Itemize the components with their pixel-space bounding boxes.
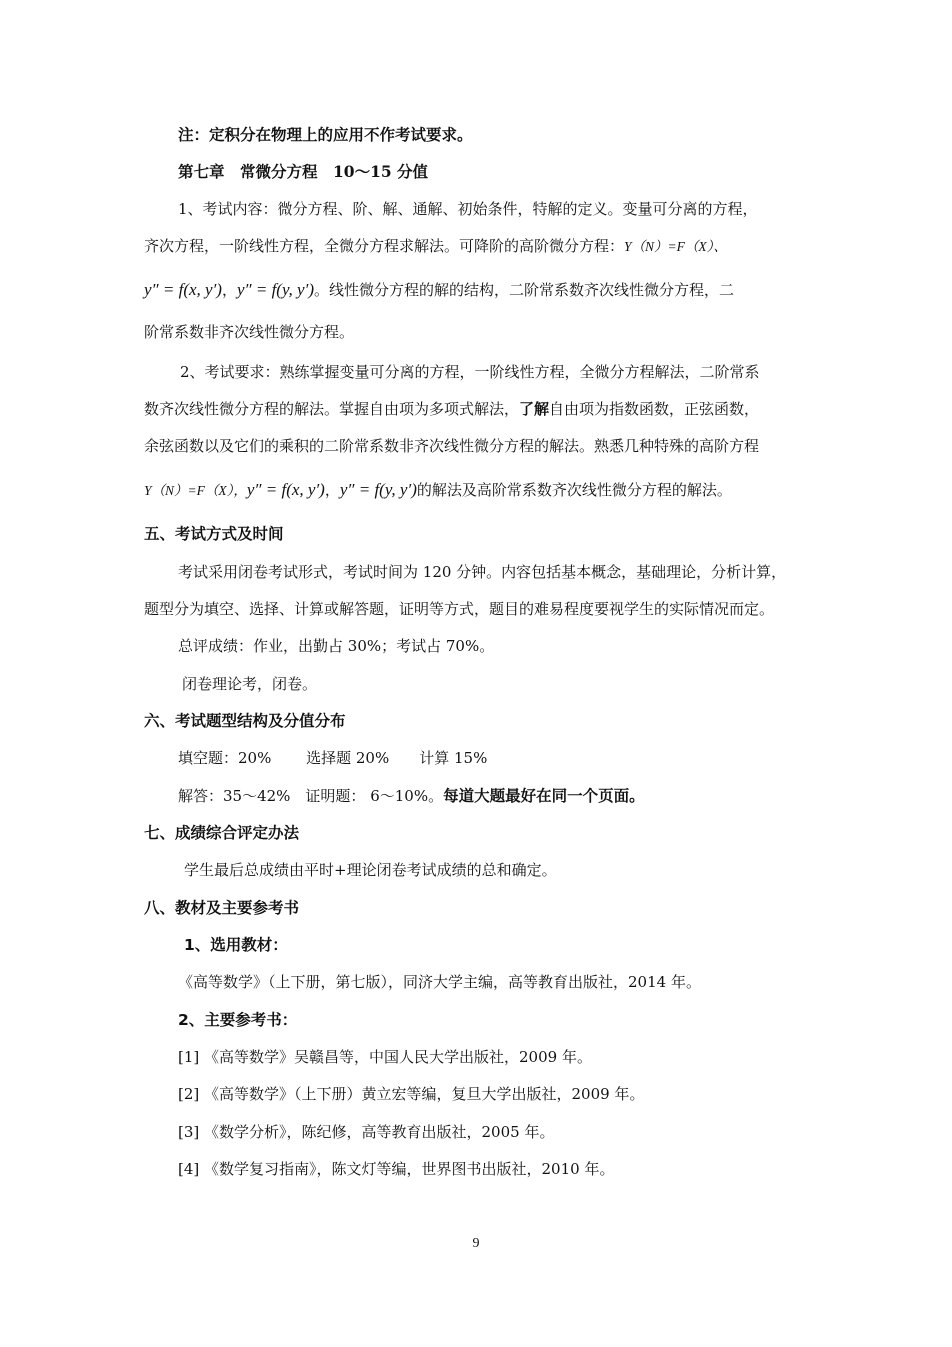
requirement-line-2-text-c: 自由项为指数函数，正弦函数， [549,400,760,418]
section-8-subtitle-1: 1、选用教材： [184,936,288,954]
reference-item: [3] 《数学分析》，陈纪修，高等教育出版社，2005 年。 [178,1123,555,1141]
separator: ， [221,281,237,299]
section-6-line-2-text: 解答：35～42% 证明题： 6～10%。 [178,787,444,805]
reference-item: [4] 《数学复习指南》，陈文灯等编，世界图书出版社，2010 年。 [178,1160,615,1178]
content-line-2-text: 齐次方程，一阶线性方程，全微分方程求解法。可降阶的高阶微分方程： [144,237,625,255]
section-5-line-1: 考试采用闭卷考试形式，考试时间为 120 分钟。内容包括基本概念，基础理论，分析计算， [178,563,787,581]
content-line-3-text: 。线性微分方程的解的结构，二阶常系数齐次线性微分方程，二 [313,281,734,299]
requirement-line-4 [144,480,732,501]
requirement-line-1: 2、考试要求：熟练掌握变量可分离的方程，一阶线性方程，全微分方程解法，二阶常系 [180,363,760,381]
requirement-emphasis: 了解 [519,400,550,418]
formula-ode-xy: y″ = f(x, y′) [144,280,222,299]
formula-yn-fx-2: Y（N）=F（X）， [144,483,247,498]
requirement-line-3: 余弦函数以及它们的乘积的二阶常系数非齐次线性微分方程的解法。熟悉几种特殊的高阶方程 [144,437,760,455]
textbook-entry: 《高等数学》（上下册，第七版），同济大学主编，高等教育出版社，2014 年。 [178,973,701,991]
section-6-emphasis: 每道大题最好在同一个页面。 [443,787,645,805]
formula-ode-yy-2: y″ = f(y, y′) [339,480,417,499]
requirement-line-4-text: 的解法及高阶常系数齐次线性微分方程的解法。 [416,481,732,499]
section-8-title: 八、教材及主要参考书 [144,899,300,917]
content-line-1: 1、考试内容：微分方程、阶、解、通解、初始条件，特解的定义。变量可分离的方程， [178,200,758,218]
section-5-line-4: 闭卷理论考，闭卷。 [182,675,318,693]
section-5-line-3: 总评成绩：作业，出勤占 30%；考试占 70%。 [178,637,495,655]
reference-item: [2] 《高等数学》（上下册）黄立宏等编，复旦大学出版社，2009 年。 [178,1085,645,1103]
content-line-4: 阶常系数非齐次线性微分方程。 [144,323,355,341]
note-text: 注：定积分在物理上的应用不作考试要求。 [178,126,473,144]
separator-2: ， [324,481,340,499]
requirement-line-2 [144,399,759,419]
formula-yn-fx: Y（N）=F（X）、 [624,239,727,254]
section-5-line-2: 题型分为填空、选择、计算或解答题，证明等方式，题目的难易程度要视学生的实际情况而定。 [144,600,775,618]
formula-ode-xy-2: y″ = f(x, y′) [246,480,325,499]
section-5-title: 五、考试方式及时间 [144,525,284,543]
page-number: 9 [472,1236,480,1251]
chapter-title: 第七章 常微分方程 10～15 分值 [178,162,429,181]
section-7-line-1: 学生最后总成绩由平时+理论闭卷考试成绩的总和确定。 [184,861,557,879]
section-6-line-1: 填空题：20% 选择题 20% 计算 15% [178,749,488,767]
reference-item: [1] 《高等数学》吴赣昌等，中国人民大学出版社，2009 年。 [178,1048,592,1066]
content-line-2 [144,236,727,257]
section-6-line-2 [178,786,645,806]
content-line-3 [144,280,734,300]
section-7-title: 七、成绩综合评定办法 [144,824,300,842]
section-8-subtitle-2: 2、主要参考书： [178,1011,298,1029]
section-6-title: 六、考试题型结构及分值分布 [144,712,346,730]
formula-ode-yy: y″ = f(y, y′) [236,280,314,299]
requirement-line-2-text-a: 数齐次线性微分方程的解法。掌握自由项为多项式解法， [144,400,520,418]
